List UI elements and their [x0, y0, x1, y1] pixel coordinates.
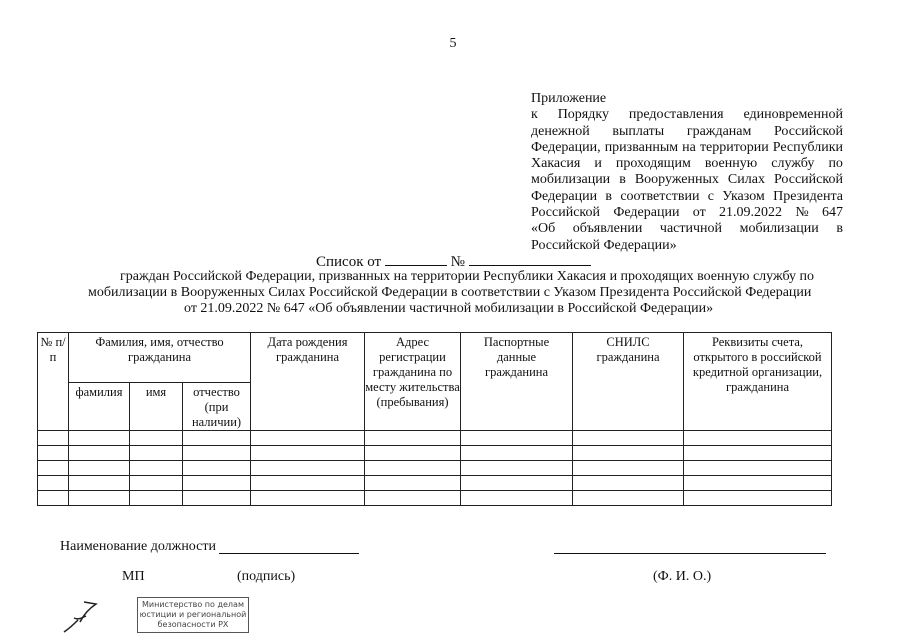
table-cell	[573, 491, 684, 506]
list-number-blank	[469, 253, 591, 266]
table-body	[38, 431, 832, 506]
table-cell	[365, 431, 461, 446]
table-cell	[183, 491, 251, 506]
page-number: 5	[449, 36, 457, 51]
table-cell	[461, 446, 573, 461]
heading-line: мобилизации в Вооруженных Силах Российской Федерации в соответствии с Указом Президента Российской Федерации	[88, 285, 812, 300]
table-cell	[183, 446, 251, 461]
table-cell	[130, 431, 183, 446]
table-cell	[251, 491, 365, 506]
table-row	[38, 431, 832, 446]
table-cell	[573, 446, 684, 461]
table-cell	[684, 461, 832, 476]
col-header-fullname: Фамилия, имя, отчество гражданина	[69, 333, 251, 383]
table-cell	[684, 431, 832, 446]
table-cell	[38, 461, 69, 476]
citizens-table	[37, 332, 832, 506]
col-header-number: № п/п	[38, 333, 69, 431]
appendix-line: мобилизации в Вооруженных Силах Российской	[531, 172, 843, 188]
table-cell	[38, 446, 69, 461]
table-cell	[69, 446, 130, 461]
table-cell	[130, 446, 183, 461]
col-header-surname: фамилия	[69, 383, 130, 431]
table-cell	[573, 461, 684, 476]
appendix-line: Федерации, призванным на территории Республики	[531, 139, 843, 155]
table-cell	[684, 446, 832, 461]
table-row	[38, 446, 832, 461]
table-cell	[684, 491, 832, 506]
col-header-passport: Паспортные данные гражданина	[461, 333, 573, 431]
table-cell	[684, 476, 832, 491]
table-cell	[38, 491, 69, 506]
fio-blank-line	[554, 553, 826, 554]
col-header-birthdate: Дата рождения гражданина	[251, 333, 365, 431]
appendix-line: Российской Федерации от 21.09.2022 № 647	[531, 205, 843, 221]
table-cell	[573, 476, 684, 491]
table-cell	[130, 476, 183, 491]
appendix-line: денежной выплаты гражданам Российской	[531, 123, 843, 139]
table-row	[38, 461, 832, 476]
table-cell	[573, 431, 684, 446]
registration-stamp	[137, 597, 249, 633]
table-cell	[69, 476, 130, 491]
table-cell	[69, 491, 130, 506]
table-cell	[251, 446, 365, 461]
table-cell	[365, 476, 461, 491]
position-blank-line	[219, 553, 359, 554]
stamp-line: безопасности РХ	[157, 620, 229, 629]
col-header-snils: СНИЛС гражданина	[573, 333, 684, 431]
list-date-blank	[385, 253, 447, 266]
table-cell	[251, 461, 365, 476]
table-cell	[251, 476, 365, 491]
table-cell	[461, 431, 573, 446]
table-cell	[461, 461, 573, 476]
heading-line: граждан Российской Федерации, призванных на территории Республики Хакасия и проходящих военную службу по	[120, 269, 815, 284]
appendix-line: Российской Федерации»	[531, 237, 677, 253]
table-cell	[130, 491, 183, 506]
table-cell	[183, 461, 251, 476]
appendix-line: Хакасия и проходящим военную службу по	[531, 156, 843, 172]
appendix-block	[531, 91, 843, 254]
list-title-prefix: Список от	[316, 254, 382, 270]
seal-place-label: МП	[122, 569, 145, 584]
col-header-account: Реквизиты счета, открытого в российской кредитной организации, гражданина	[684, 333, 832, 431]
appendix-line: Приложение	[531, 91, 607, 106]
table-cell	[251, 431, 365, 446]
position-label: Наименование должности	[60, 539, 216, 554]
stamp-line: Министерство по делам	[142, 600, 244, 609]
appendix-line: Федерации в соответствии с Указом Президента	[531, 188, 843, 204]
appendix-line: «Об объявлении частичной мобилизации в	[531, 221, 843, 237]
table-row	[38, 491, 832, 506]
table-cell	[183, 431, 251, 446]
table-cell	[130, 461, 183, 476]
table-cell	[69, 461, 130, 476]
table-cell	[365, 491, 461, 506]
table-cell	[461, 476, 573, 491]
heading-line: от 21.09.2022 № 647 «Об объявлении частичной мобилизации в Российской Федерации»	[184, 301, 714, 316]
fio-label: (Ф. И. О.)	[653, 569, 712, 584]
table-cell	[365, 446, 461, 461]
table-cell	[461, 491, 573, 506]
table-cell	[365, 461, 461, 476]
table-cell	[183, 476, 251, 491]
col-header-name: имя	[130, 383, 183, 431]
appendix-line: к Порядку предоставления единовременной	[531, 107, 843, 123]
table-cell	[38, 476, 69, 491]
table-row	[38, 476, 832, 491]
stamp-line: юстиции и региональной	[139, 610, 247, 619]
col-header-patronymic: отчество (при наличии)	[183, 383, 251, 431]
table-cell	[69, 431, 130, 446]
table-cell	[38, 431, 69, 446]
handwritten-initials-mark	[60, 598, 104, 634]
signature-label: (подпись)	[237, 569, 296, 584]
list-number-sign: №	[450, 254, 465, 270]
col-header-address: Адрес регистрации гражданина по месту жительства (пребывания)	[365, 333, 461, 431]
